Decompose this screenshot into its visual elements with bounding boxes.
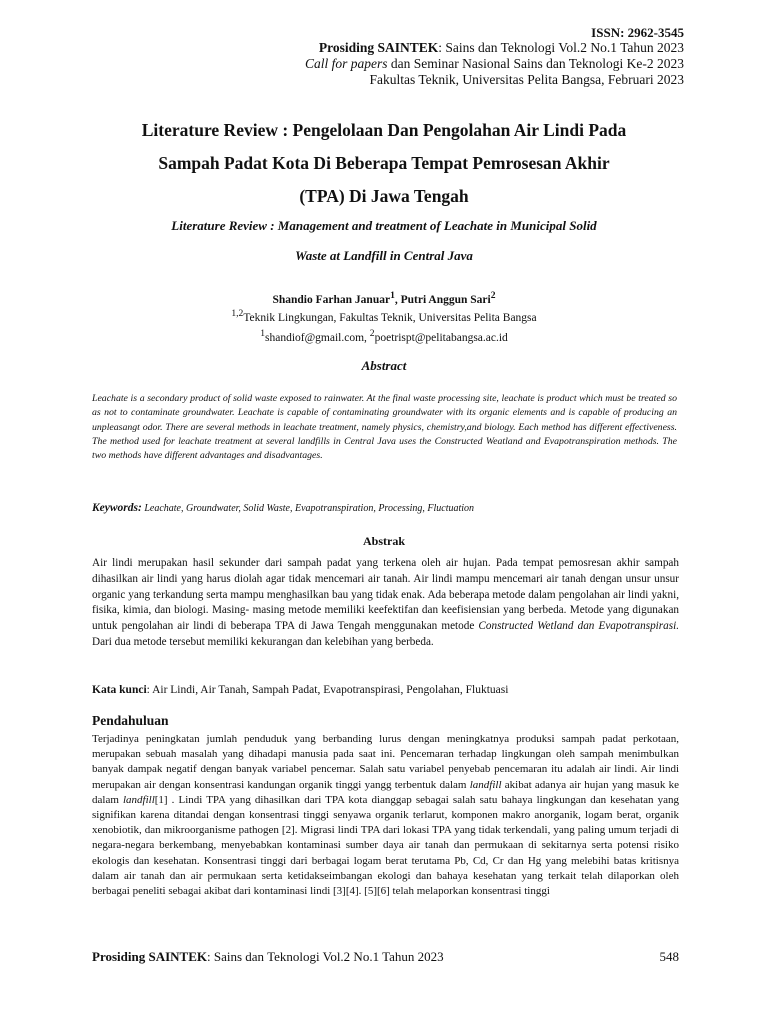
affiliation [0,308,768,324]
email-2-sup: 2 [369,328,375,339]
emails [0,328,768,344]
author-2-sup: 2 [490,290,496,301]
title-line-1: Literature Review : Pengelolaan Dan Pengolahan Air Lindi Pada [141,120,627,140]
pendahuluan-text-3: [1] . Lindi TPA yang dihasilkan dari TPA kota dianggap sebagai salah satu bahaya lingkungan dan kesehatan yang signifikan karena ditandai dengan konsentrasi tinggi senyawa organik terlarut, komponen makro anorganik, logam berat, organik xenobiotik, dan mikroorganisme pathogen [2]. Migrasi lindi TPA dari lokasi TPA yang tidak terkendali, yang paling umum terjadi di negara-negara berkembang, menyebabkan kontaminasi sumber daya air tanah dan permukaan di sekitarnya serta potensi risiko ekologis dan kesehatan. Konsentrasi tinggi dari berbagai logam berat terutama Pb, Cd, Cr dan Hg yang melebihi batas kritisnya dalam air tanah dan air permukaan serta ketidakseimbangan ekologi dan bahaya kesehatan yang terkait telah dilaporkan oleh berbagai peneliti sebagai akibat dari kontaminasi lindi [3][4]. [5][6] telah melaporkan konsentrasi tinggi [92,793,679,898]
author-1: Shandio Farhan Januar [272,293,391,306]
keywords-list: Leachate, Groundwater, Solid Waste, Evapotranspiration, Processing, Fluctuation [141,503,475,514]
author-separator: , [394,293,401,306]
page-number: 548 [659,949,679,964]
subtitle-line-1: Literature Review : Management and treatment of Leachate in Municipal Solid [171,218,597,233]
abstrak-text-1: Air lindi merupakan hasil sekunder dari sampah padat yang terkena oleh air hujan. Pada tempat pemosresan akhir sampah dihasilkan air lindi yang harus diolah agar tidak mencemari air tanah. Air lindi mampu mencemari air tanah dengan unsur unsur organic yang terkandung serta mampu menghasilkan bau yang tidak enak. Ada beberapa metode dalam pengolahan air lindi yakni, fisika, kimia, dan biologi. Masing- masing metode memiliki keefektifan dan keefisiensian yang berbeda. Metode yang digunakan untuk pengolahan air lindi di beberapa TPA di Jawa Tengah menggunakan metode [92,557,679,633]
title-line-2: Sampah Padat Kota Di Beberapa Tempat Pemrosesan Akhir [158,153,610,173]
pendahuluan-body [92,732,679,899]
page-footer [92,949,679,965]
email-2[interactable]: poetrispt@pelitabangsa.ac.id [374,331,508,344]
proceedings-line [319,40,684,56]
subtitle-line-2: Waste at Landfill in Central Java [295,248,473,263]
pendahuluan-text-2: akibat adanya air hujan yang masuk ke dalam [92,778,679,806]
abstrak-methods: Constructed Wetland dan Evapotranspirasi. [478,620,679,633]
kata-kunci-list: : Air Lindi, Air Tanah, Sampah Padat, Evapotranspirasi, Pengolahan, Fluktuasi [146,684,509,696]
abstract-heading: Abstract [361,358,407,373]
pendahuluan-text-1: Terjadinya peningkatan jumlah penduduk yang berbanding lurus dengan meningkatnya produksi sampah padat perkotaan, merupakan sebuah masalah yang dihadapi manusia pada saat ini. Pencemaran terhadap lingkungan oleh sampah menimbulkan banyak dampak negatif dengan banyak variabel pencemar. Salah satu variabel penyebab pencemaran itu adalah air lindi. Air lindi merupakan air dengan konsentrasi kandungan organik tinggi yangg terbentuk dalam [92,733,679,791]
abstrak-body [92,556,679,651]
call-for-papers-line [305,56,684,72]
authors [0,290,768,306]
faculty-line: Fakultas Teknik, Universitas Pelita Bangsa, Februari 2023 [369,72,684,87]
affiliation-text: Teknik Lingkungan, Fakultas Teknik, Universitas Pelita Bangsa [243,311,537,324]
abstrak-heading: Abstrak [362,534,405,548]
pendahuluan-italic-1: landfill [469,778,502,791]
kata-kunci [92,684,682,696]
abstrak-text-2: Dari dua metode tersebut memiliki kekurangan dan kelebihan yang berbeda. [92,635,434,648]
title-line-3: (TPA) Di Jawa Tengah [299,186,469,206]
call-for-papers: Call for papers [304,56,388,71]
pendahuluan-italic-2: landfill [122,793,155,806]
keywords [92,502,682,514]
proceedings-name: Prosiding SAINTEK [318,40,439,55]
affiliation-sup: 1,2 [231,308,244,319]
footer-proceedings-details: : Sains dan Teknologi Vol.2 No.1 Tahun 2023 [207,949,444,964]
proceedings-details: : Sains dan Teknologi Vol.2 No.1 Tahun 2023 [438,40,684,55]
seminar-name: dan Seminar Nasional Sains dan Teknologi Ke-2 2023 [387,56,684,71]
kata-kunci-label: Kata kunci [92,684,147,696]
footer-proceedings-name: Prosiding SAINTEK [92,949,207,964]
abstract-body: Leachate is a secondary product of solid waste exposed to rainwater. At the final waste processing site, leachate is product which must be treated so as not to contaminate groundwater. Leachate is capable of contaminating groundwater with its organic elements and is capable of producing an unpleasangt odor. There are several methods in leachate treatment, namely physics, chemistry,and biology. Each method has different effectiveness. The method used for leachate treatment at several landfills in Central Java uses the Constructed Weatland and Evapotranspiration methods. The two methods have different advantages and disadvantages. [92,393,677,462]
issn: ISSN: 2962-3545 [591,25,684,40]
keywords-label: Keywords: [92,502,142,514]
email-1[interactable]: shandiof@gmail.com, [264,331,370,344]
author-1-sup: 1 [390,290,395,301]
pendahuluan-heading: Pendahuluan [92,713,169,728]
author-2: Putri Anggun Sari [400,293,491,306]
email-1-sup: 1 [260,328,265,339]
